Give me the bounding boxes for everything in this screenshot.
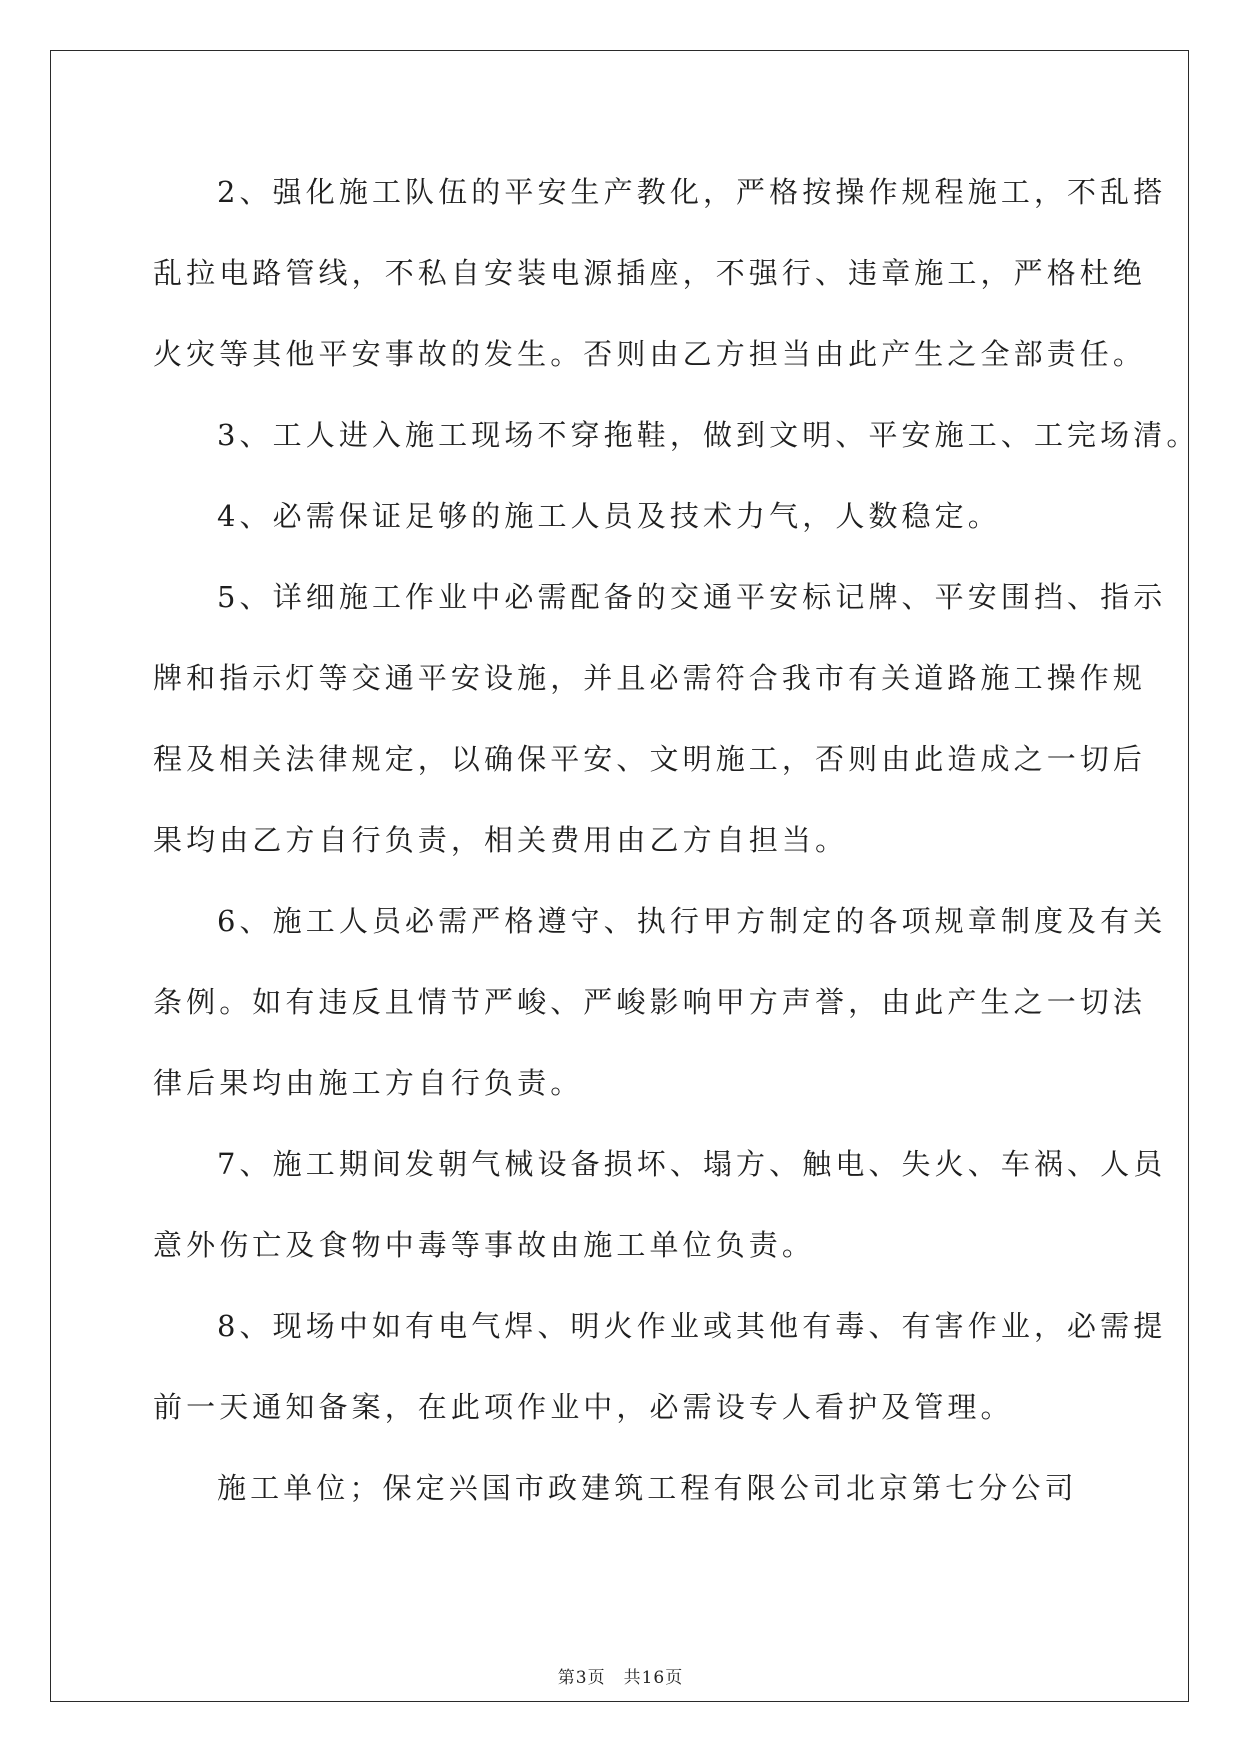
paragraph-line: 牌和指示灯等交通平安设施，并且必需符合我市有关道路施工操作规	[153, 661, 1147, 695]
paragraph-line: 程及相关法律规定，以确保平安、文明施工，否则由此造成之一切后	[153, 742, 1147, 776]
paragraph-item-3	[153, 395, 1200, 476]
paragraph-line: 5、详细施工作业中必需配备的交通平安标记牌、平安围挡、指示	[217, 580, 1167, 614]
paragraph-item-4	[153, 476, 1093, 557]
paragraph-line: 条例。如有违反且情节严峻、严峻影响甲方声誉，由此产生之一切法	[153, 985, 1147, 1019]
paragraph-line: 前一天通知备案，在此项作业中，必需设专人看护及管理。	[153, 1390, 1014, 1424]
paragraph-line: 施工单位；保定兴国市政建筑工程有限公司北京第七分公司	[217, 1471, 1078, 1505]
paragraph-line: 意外伤亡及食物中毒等事故由施工单位负责。	[153, 1228, 816, 1262]
paragraph-item-2	[153, 152, 1167, 395]
paragraph-item-7	[153, 1124, 1167, 1286]
paragraph-line: 2、强化施工队伍的平安生产教化，严格按操作规程施工，不乱搭	[217, 175, 1167, 209]
paragraph-item-8	[153, 1286, 1167, 1448]
paragraph-line: 3、工人进入施工现场不穿拖鞋，做到文明、平安施工、工完场清。	[217, 418, 1200, 452]
paragraph-line: 乱拉电路管线，不私自安装电源插座，不强行、违章施工，严格杜绝	[153, 256, 1147, 290]
page-footer	[0, 1663, 1241, 1688]
document-body	[153, 152, 1200, 1529]
paragraph-item-5	[153, 557, 1167, 881]
paragraph-line: 4、必需保证足够的施工人员及技术力气，人数稳定。	[217, 499, 1001, 533]
construction-unit-line	[153, 1448, 1093, 1529]
paragraph-line: 7、施工期间发朝气械设备损坏、塌方、触电、失火、车祸、人员	[217, 1147, 1167, 1181]
paragraph-line: 8、现场中如有电气焊、明火作业或其他有毒、有害作业，必需提	[217, 1309, 1167, 1343]
paragraph-item-6	[153, 881, 1167, 1124]
paragraph-line: 6、施工人员必需严格遵守、执行甲方制定的各项规章制度及有关	[217, 904, 1167, 938]
page-total: 共16页	[623, 1668, 684, 1688]
paragraph-line: 律后果均由施工方自行负责。	[153, 1066, 584, 1100]
paragraph-line: 果均由乙方自行负责，相关费用由乙方自担当。	[153, 823, 849, 857]
page-number: 第3页	[557, 1668, 606, 1688]
paragraph-line: 火灾等其他平安事故的发生。否则由乙方担当由此产生之全部责任。	[153, 337, 1147, 371]
